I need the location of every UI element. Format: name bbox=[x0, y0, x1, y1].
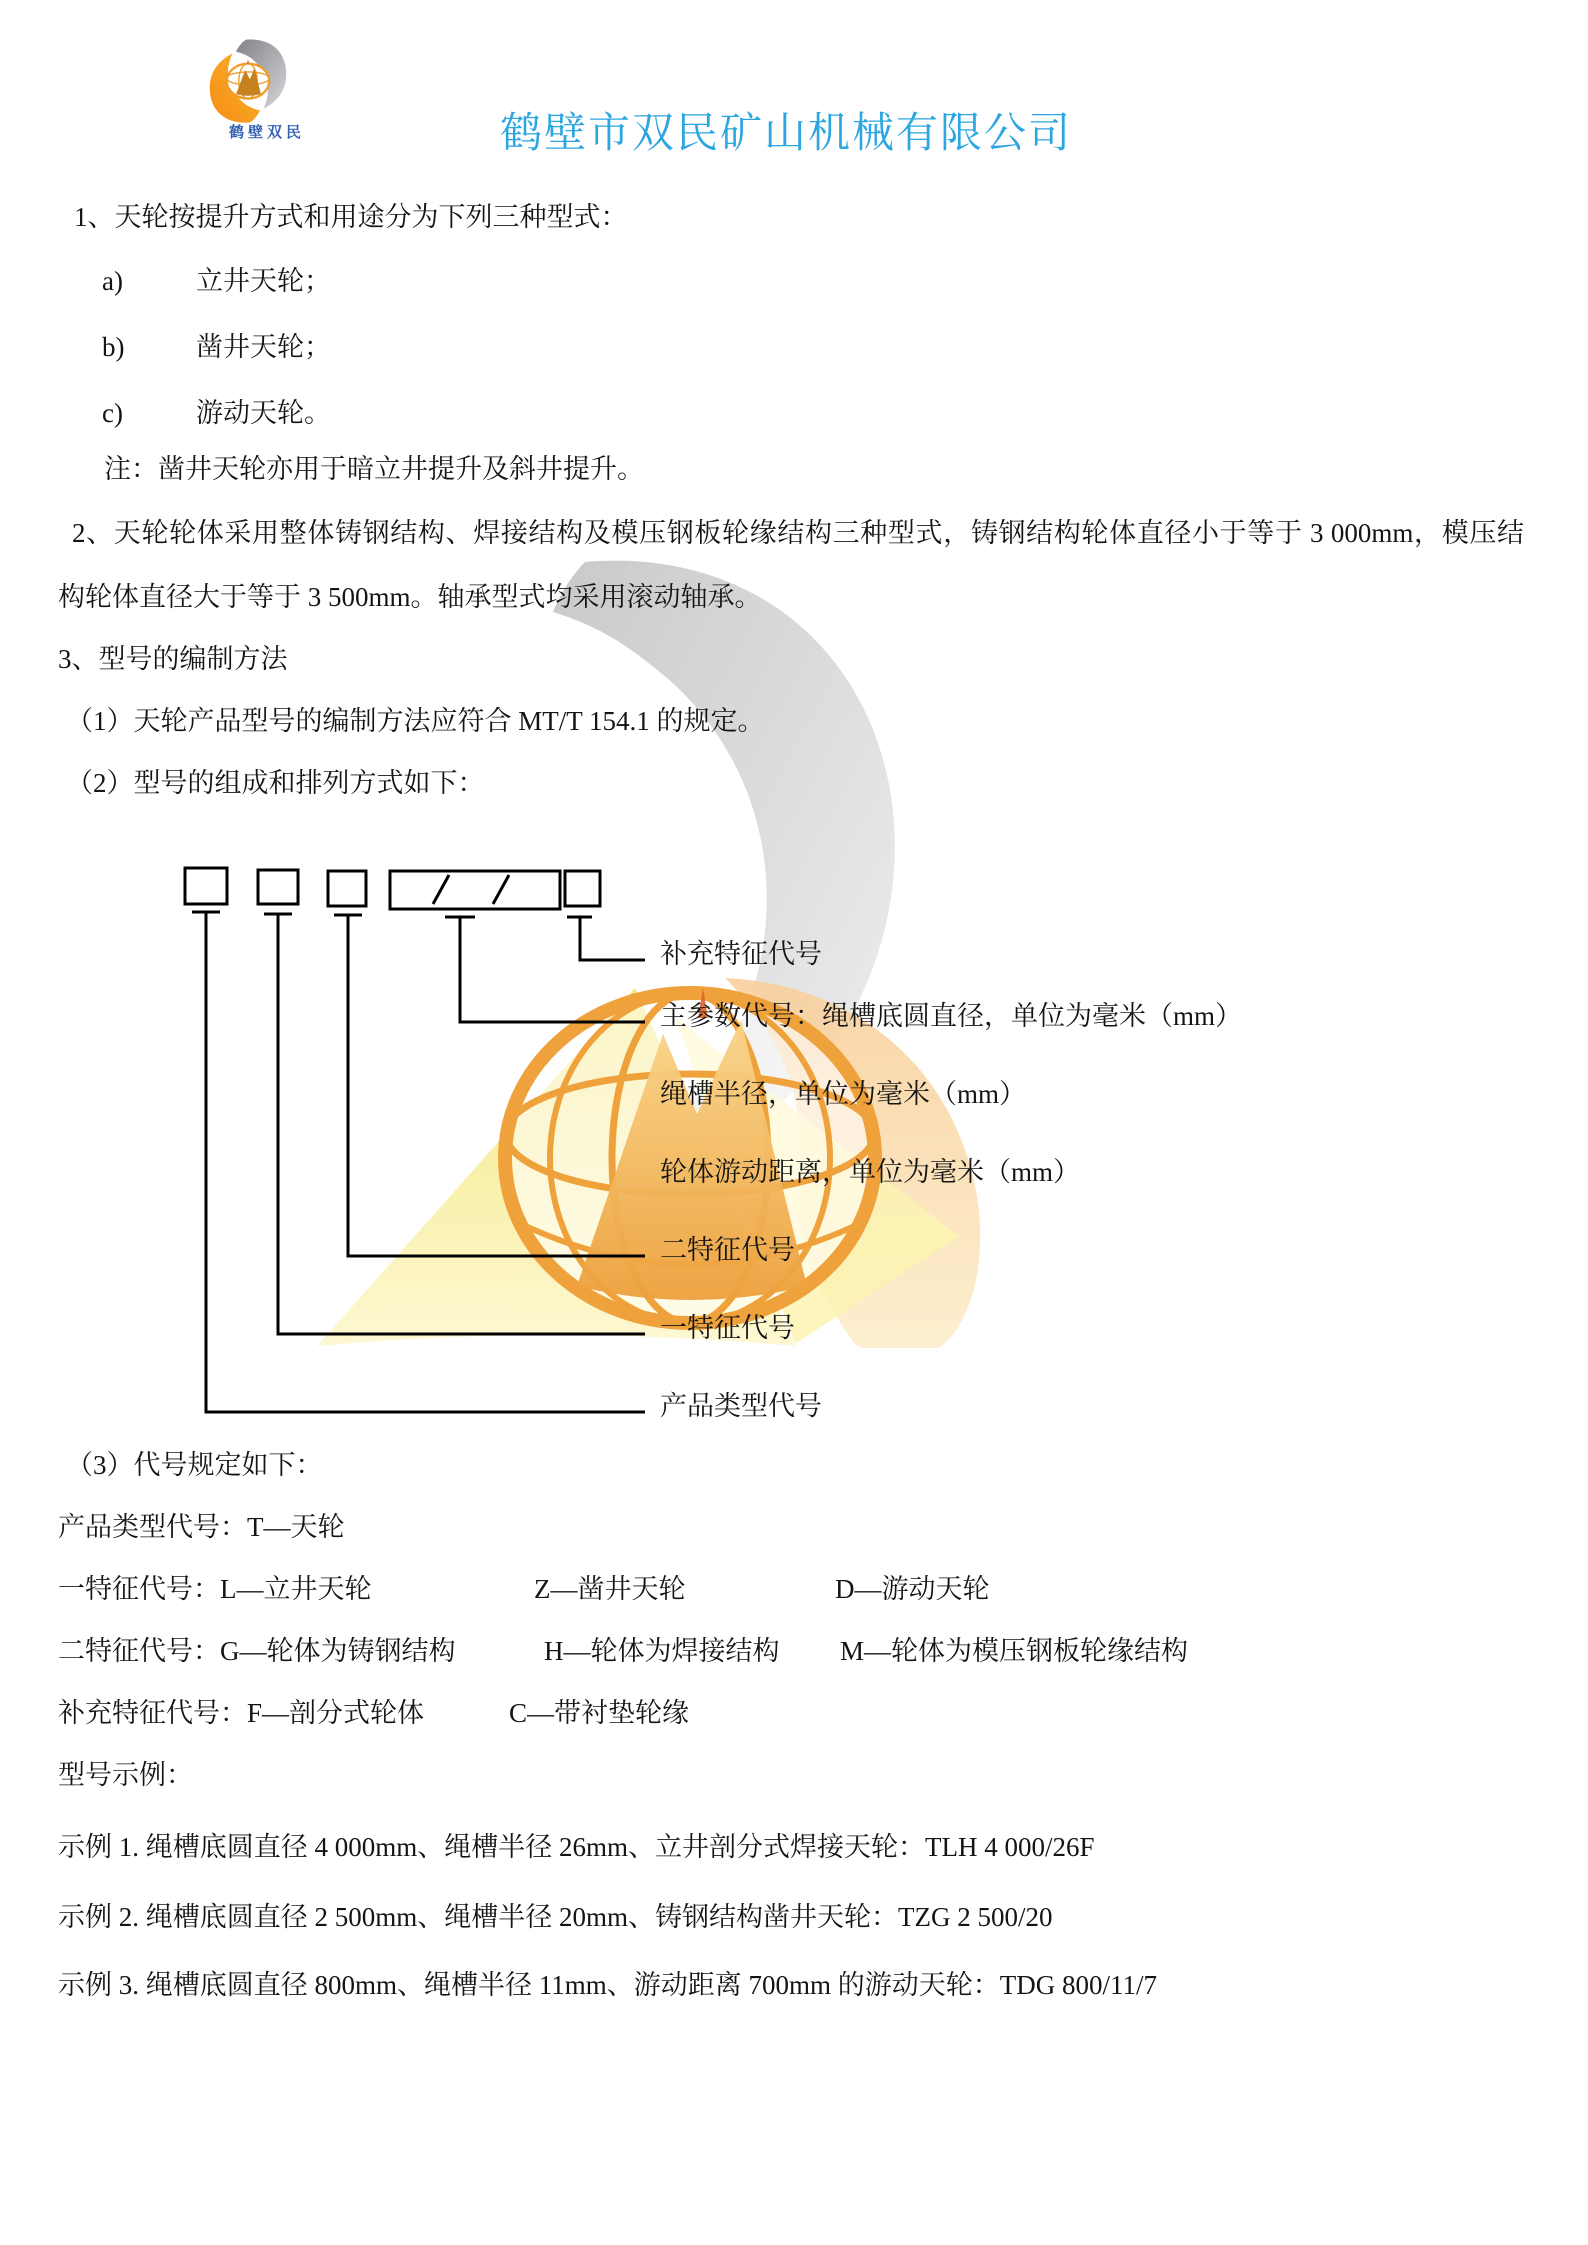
list-marker-a: a) bbox=[102, 266, 123, 296]
code-box-parameters bbox=[390, 871, 560, 909]
logo-caption: 鹤壁双民 bbox=[228, 125, 305, 141]
code-first-col3: D—游动天轮 bbox=[835, 1574, 990, 1604]
list-marker-b: b) bbox=[102, 332, 125, 362]
code-second-prefix: 二特征代号：G—轮体为铸钢结构 bbox=[58, 1636, 456, 1666]
example-3: 示例 3. 绳槽底圆直径 800mm、绳槽半径 11mm、游动距离 700mm 的游动天轮：TDG 800/11/7 bbox=[58, 1970, 1157, 2000]
diagram-label-radius: 绳槽半径，单位为毫米（mm） bbox=[660, 1079, 1027, 1109]
diagram-label-feature2: 二特征代号 bbox=[660, 1235, 795, 1265]
list-item-c bbox=[102, 396, 331, 430]
connector-supplement bbox=[580, 917, 645, 960]
code-supplement-prefix: 补充特征代号：F—剖分式轮体 bbox=[58, 1698, 425, 1728]
list-text-c: 游动天轮。 bbox=[196, 398, 331, 428]
diagram-label-feature1: 一特征代号 bbox=[660, 1313, 795, 1343]
connector-feature2 bbox=[348, 915, 645, 1256]
company-logo bbox=[196, 36, 300, 128]
diagram-label-parameter: 主参数代号：绳槽底圆直径，单位为毫米（mm） bbox=[660, 1001, 1243, 1031]
list-item-b bbox=[102, 330, 331, 364]
code-box-product bbox=[185, 868, 227, 904]
company-logo-icon bbox=[196, 36, 300, 128]
diagram-label-supplement: 补充特征代号 bbox=[660, 939, 822, 969]
company-title: 鹤壁市双民矿山机械有限公司 bbox=[500, 111, 1073, 157]
note-line: 注：凿井天轮亦用于暗立井提升及斜井提升。 bbox=[104, 454, 644, 484]
code-product-line: 产品类型代号：T—天轮 bbox=[58, 1512, 345, 1542]
slash-1 bbox=[433, 875, 449, 904]
example-1: 示例 1. 绳槽底圆直径 4 000mm、绳槽半径 26mm、立井剖分式焊接天轮：TLH 4 000/26F bbox=[58, 1832, 1095, 1862]
code-supplement-col2: C—带衬垫轮缘 bbox=[509, 1698, 690, 1728]
list-text-a: 立井天轮； bbox=[196, 266, 331, 296]
example-2: 示例 2. 绳槽底圆直径 2 500mm、绳槽半径 20mm、铸钢结构凿井天轮：TZG 2 500/20 bbox=[58, 1902, 1053, 1932]
connector-parameter bbox=[460, 917, 645, 1022]
slash-2 bbox=[493, 875, 509, 904]
code-box-supplement bbox=[565, 871, 600, 906]
diagram-label-travel: 轮体游动距离，单位为毫米（mm） bbox=[660, 1157, 1081, 1187]
examples-title: 型号示例： bbox=[58, 1760, 193, 1790]
paragraph-item2-line2: 构轮体直径大于等于 3 500mm。轴承型式均采用滚动轴承。 bbox=[58, 582, 762, 612]
code-second-col3: M—轮体为模压钢板轮缘结构 bbox=[840, 1636, 1189, 1666]
code-box-feature1 bbox=[258, 870, 298, 904]
paragraph-item1: 1、天轮按提升方式和用途分为下列三种型式： bbox=[74, 202, 628, 232]
diagram-label-product: 产品类型代号 bbox=[660, 1391, 822, 1421]
connector-product bbox=[206, 912, 645, 1412]
paragraph-item3-sub3: （3）代号规定如下： bbox=[66, 1450, 323, 1480]
list-item-a bbox=[102, 264, 331, 298]
paragraph-item2-line1: 2、天轮轮体采用整体铸钢结构、焊接结构及模压钢板轮缘结构三种型式，铸钢结构轮体直径小于等于 3 000mm，模压结 bbox=[72, 518, 1524, 548]
paragraph-item3-sub2: （2）型号的组成和排列方式如下： bbox=[66, 768, 485, 798]
list-marker-c: c) bbox=[102, 398, 123, 428]
paragraph-item3: 3、型号的编制方法 bbox=[58, 644, 288, 674]
paragraph-item3-sub1: （1）天轮产品型号的编制方法应符合 MT/T 154.1 的规定。 bbox=[66, 706, 765, 736]
code-second-col2: H—轮体为焊接结构 bbox=[544, 1636, 780, 1666]
code-box-feature2 bbox=[328, 871, 366, 906]
code-first-prefix: 一特征代号：L—立井天轮 bbox=[58, 1574, 372, 1604]
code-first-col2: Z—凿井天轮 bbox=[534, 1574, 686, 1604]
list-text-b: 凿井天轮； bbox=[196, 332, 331, 362]
